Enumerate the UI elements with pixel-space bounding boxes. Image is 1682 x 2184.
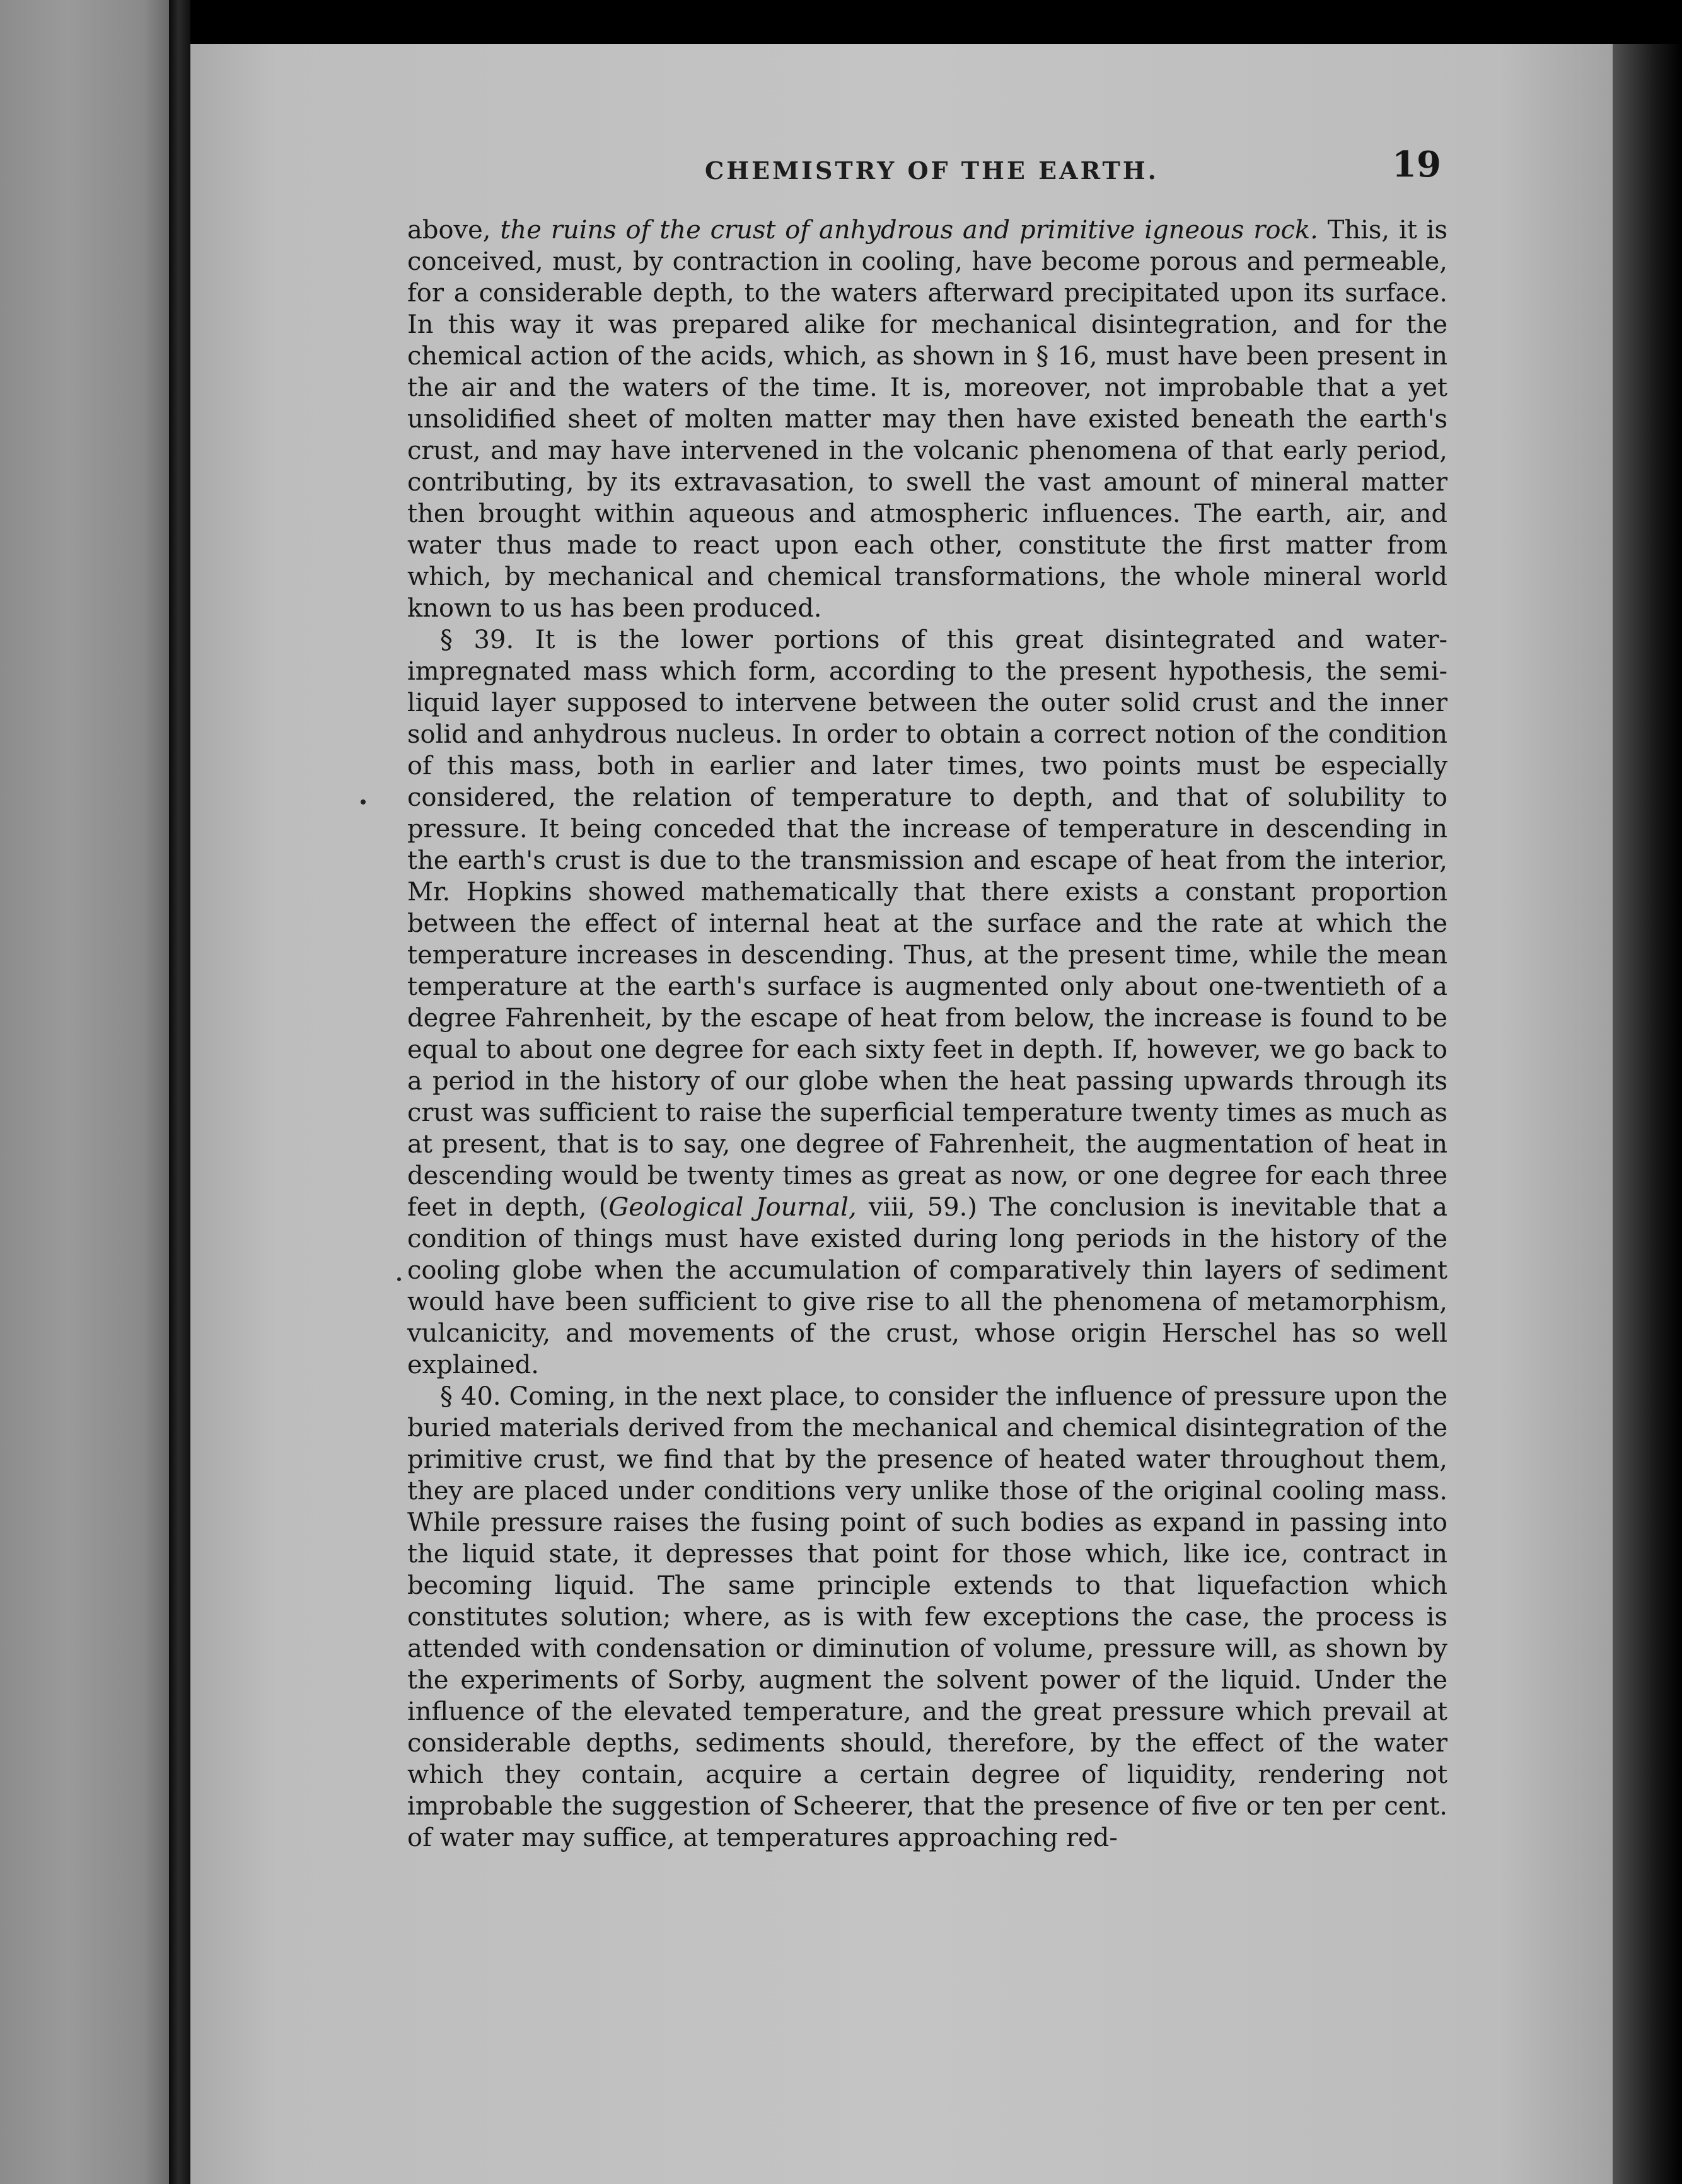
paragraph-section-40 (407, 1381, 1447, 1854)
page-edge-shadow (1613, 44, 1682, 2184)
specks (361, 799, 366, 804)
paragraph-continuation (407, 214, 1447, 624)
paragraph-text: above, (407, 216, 501, 245)
facing-page-edge (0, 0, 169, 2184)
paragraph-text: § 40. Coming, in the next place, to consider the influence of pressure upon the buried materials derived from the mechanical and chemical disintegration of the primitive crust, we find that by the presence of heated water throughout them, they are placed under conditions very unlike those of the original cooling mass. While pressure raises the fusing point of such bodies as expand in passing into the liquid state, it depresses that point for those which, like ice, contract in becoming liquid. The same principle extends to that liquefaction which constitutes solution; where, as is with few exceptions the case, the process is attended with condensation or diminution of volume, pressure will, as shown by the experiments of Sorby, augment the solvent power of the liquid. Under the influence of the elevated temperature, and the great pressure which prevail at considerable depths, sediments should, therefore, by the effect of the water which they contain, acquire a certain degree of liquidity, rendering not improbable the suggestion of Scheerer, that the presence of five or ten per cent. of water may suffice, at temperatures approaching red- (407, 1382, 1447, 1852)
journal-citation: Geological Journal, (608, 1193, 857, 1222)
page-number: 19 (1392, 144, 1441, 185)
paragraph-text: § 39. It is the lower portions of this great disintegrated and water-impregnated mass which form, according to the present hypothesis, the semi-liquid layer supposed to intervene between the outer solid crust and the inner solid and anhydrous nucleus. In order to obtain a correct notion of the condition of this mass, both in earlier and later times, two points must be especially considered, the relation of temperature to depth, and that of solubility to pressure. It being conceded that the increase of temperature in descending in the earth's crust is due to the transmission and escape of heat from the interior, Mr. Hopkins showed mathematically that there exists a constant proportion between the effect of internal heat at the surface and the rate at which the temperature increases in descending. Thus, at the present time, while the mean temperature at the earth's surface is augmented only about one-twentieth of a degree Fahrenheit, by the escape of heat from below, the increase is found to be equal to about one degree for each sixty feet in depth. If, however, we go back to a period in the history of our globe when the heat passing upwards through its crust was sufficient to raise the superficial temperature twenty times as much as at present, that is to say, one degree of Fahrenheit, the augmentation of heat in descending would be twenty times as great as now, or one degree for each three feet in depth, ( (407, 625, 1447, 1222)
paragraph-text: This, it is conceived, must, by contraction in cooling, have become porous and permeable, for a considerable depth, to the waters afterward precipitated upon its surface. In this way it was prepared alike for mechanical disintegration, and for the chemical action of the acids, which, as shown in § 16, must have been present in the air and the waters of the time. It is, moreover, not improbable that a yet unsolidified sheet of molten matter may then have existed beneath the earth's crust, and may have intervened in the volcanic phenomena of that early period, contributing, by its extravasation, to swell the vast amount of mineral matter then brought within aqueous and atmospheric influences. The earth, air, and water thus made to react upon each other, constitute the first matter from which, by mechanical and chemical transformations, the whole mineral world known to us has been produced. (407, 216, 1447, 623)
italic-phrase: the ruins of the crust of anhydrous and primitive igneous rock. (500, 216, 1318, 245)
paragraph-section-39 (407, 624, 1447, 1381)
book-gutter (169, 0, 190, 2184)
running-title: CHEMISTRY OF THE EARTH. (705, 156, 1159, 185)
paragraph-text: viii, 59.) The conclusion is inevitable that a condition of things must have existed during long periods in the history of the cooling globe when the accumulation of comparatively thin layers of sediment would have been sufficient to give rise to all the phenomena of metamorphism, vulcanicity, and movements of the crust, whose origin Herschel has so well explained. (407, 1193, 1447, 1380)
page-body (407, 214, 1447, 1854)
specks (397, 1277, 401, 1281)
